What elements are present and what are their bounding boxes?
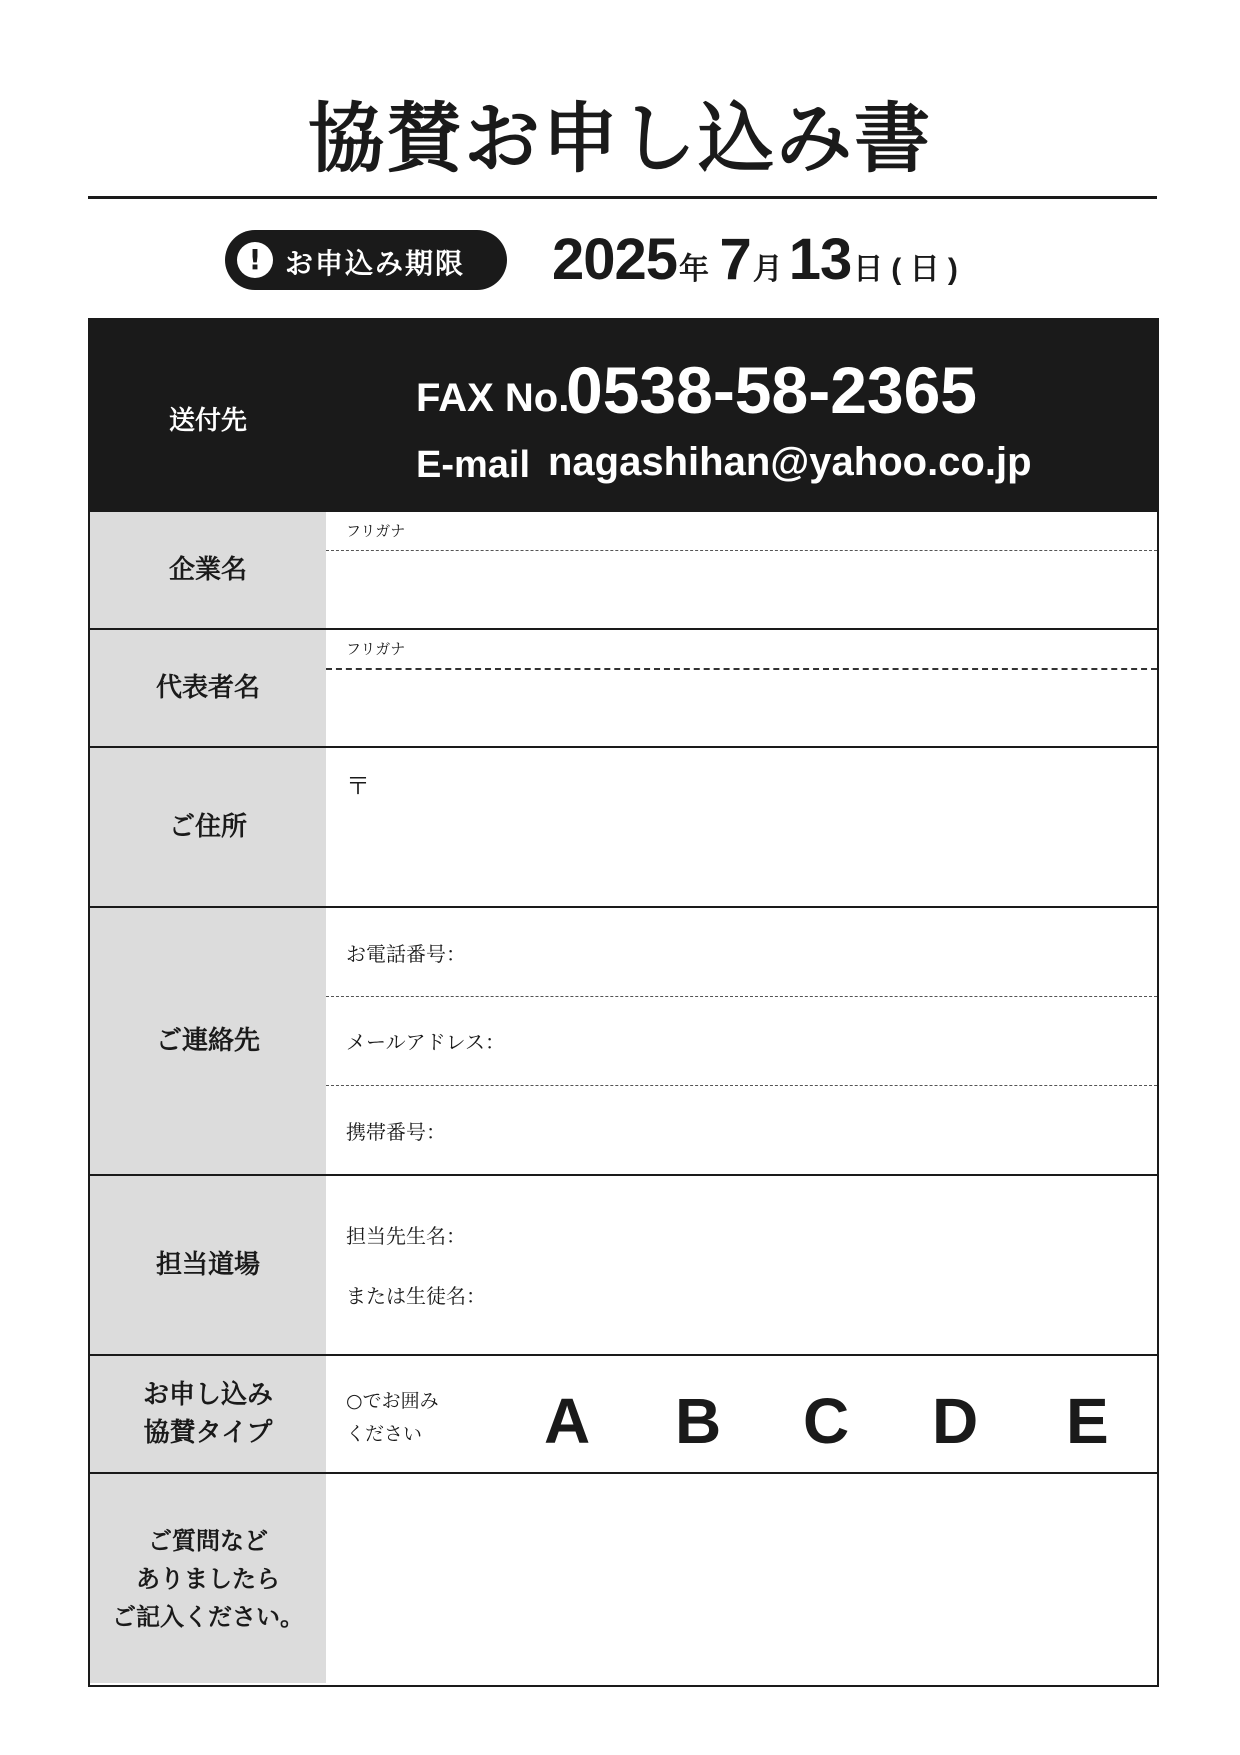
sponsor-option-c[interactable]: C [803,1385,850,1457]
title-divider [88,196,1157,199]
deadline-month-unit: 月 [752,253,783,286]
page-title: 協賛お申し込み書 [308,94,932,183]
questions-field[interactable] [326,1474,1157,1683]
deadline-year-unit: 年 [679,253,710,286]
sponsor-type-label-line1: お申し込み [142,1380,273,1410]
email-field[interactable]: メールアドレス： [346,1030,505,1054]
fax-label: FAX No. [416,376,570,420]
recipient-label: 送付先 [168,406,247,436]
contact-row [90,906,1157,1174]
dojo-label: 担当道場 [90,1176,326,1354]
deadline-badge [225,230,507,290]
circle-instruction-line2: ください [346,1423,423,1445]
student-name-field[interactable]: または生徒名： [346,1284,486,1308]
company-furigana-label: フリガナ [346,522,406,540]
sponsor-option-e[interactable]: E [1066,1385,1109,1457]
circle-instruction-line1: ○でお囲み [346,1390,439,1412]
dojo-row [90,1174,1157,1354]
furigana-divider [326,550,1157,551]
application-form [88,318,1159,1687]
representative-field[interactable] [326,630,1157,746]
phone-field[interactable]: お電話番号： [346,942,466,966]
address-field[interactable] [326,748,1157,906]
email-address: nagashihan@yahoo.co.jp [548,440,1032,484]
sponsor-type-row [90,1354,1157,1472]
exclamation-icon: ! [237,242,273,278]
sponsor-type-options [326,1356,1157,1472]
teacher-name-field[interactable]: 担当先生名： [346,1224,466,1248]
postal-mark: 〒 [346,772,370,800]
address-row [90,746,1157,906]
questions-label [90,1474,326,1683]
deadline-weekday: ( 日 ) [891,253,958,286]
company-row [90,510,1157,628]
sponsor-option-a[interactable]: A [544,1385,591,1457]
questions-label-line3: ご記入ください。 [112,1602,304,1631]
contact-divider [326,996,1157,997]
company-label: 企業名 [90,512,326,628]
deadline-year: 2025 [552,227,678,292]
representative-furigana-label: フリガナ [346,640,406,658]
representative-row [90,628,1157,746]
questions-row [90,1472,1157,1683]
company-field[interactable] [326,512,1157,628]
email-label: E-mail [416,444,531,486]
deadline-month: 7 [719,227,751,292]
sponsor-type-label [90,1356,326,1472]
address-label: ご住所 [90,748,326,906]
mobile-field[interactable]: 携帯番号： [346,1120,446,1144]
deadline-day-unit: 日 [853,253,884,286]
contact-divider [326,1085,1157,1086]
sponsor-type-label-line2: 協賛タイプ [143,1418,273,1448]
furigana-divider [326,668,1157,670]
sponsor-option-d[interactable]: D [932,1385,979,1457]
representative-label: 代表者名 [90,630,326,746]
deadline-date [552,226,964,293]
questions-label-line2: ありましたら [136,1564,280,1593]
recipient-header [90,320,1157,510]
sponsor-option-b[interactable]: B [675,1385,722,1457]
fax-number: 0538-58-2365 [566,353,978,427]
contact-fields [326,908,1157,1174]
dojo-fields [326,1176,1157,1354]
questions-label-line1: ご質問など [148,1526,268,1555]
contact-label: ご連絡先 [90,908,326,1174]
deadline-day: 13 [788,227,852,292]
deadline-label: お申込み期限 [285,247,466,280]
